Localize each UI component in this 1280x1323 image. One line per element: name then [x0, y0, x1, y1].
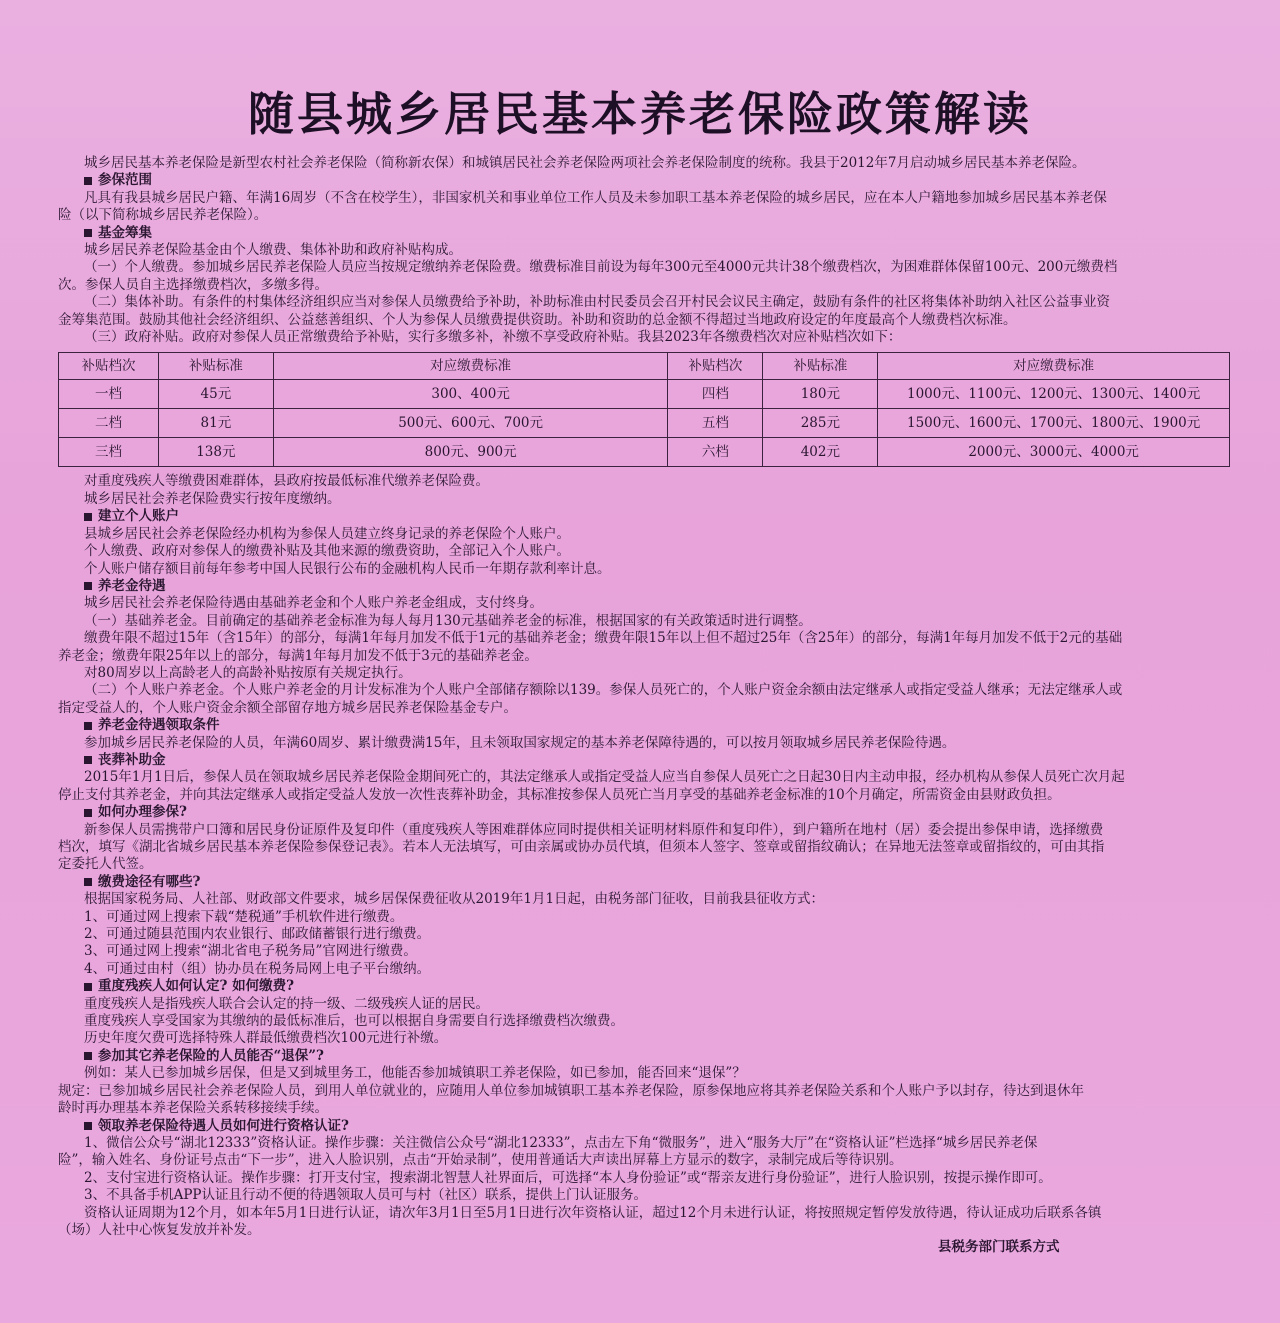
table-cell: 五档 — [668, 409, 763, 438]
section-heading: 参保范围 — [58, 172, 1233, 189]
text-line: 定委托人代签。 — [58, 856, 153, 873]
text-line: 对重度残疾人等缴费困难群体，县政府按最低标准代缴养老保险费。 — [84, 473, 489, 490]
text-line: 重度残疾人享受国家为其缴纳的最低标准后，也可以根据自身需要自行选择缴费档次缴费。 — [84, 1013, 624, 1030]
text-line: 县城乡居民社会养老保险经办机构为参保人员建立终身记录的养老保险个人账户。 — [84, 525, 570, 542]
text-line: 2、可通过随县范围内农业银行、邮政储蓄银行进行缴费。 — [84, 926, 431, 943]
text-line: 1、微信公众号“湖北12333”资格认证。操作步骤：关注微信公众号“湖北12333”，点击左下角“微服务”，进入“服务大厅”在“资格认证”栏选择“城乡居民养老保 — [84, 1134, 1038, 1151]
bullet-square-icon — [84, 756, 92, 764]
text-line: 2015年1月1日后，参保人员在领取城乡居民养老保险金期间死亡的，其法定继承人或指定受益人应当自参保人员死亡之日起30日内主动申报，经办机构从参保人员死亡次月起 — [84, 769, 1125, 786]
text-line: 4、可通过由村（组）协办员在税务局网上电子平台缴纳。 — [84, 960, 431, 977]
text-line: 个人账户储存额目前每年参考中国人民银行公布的金融机构人民币一年期存款利率计息。 — [84, 560, 611, 577]
table-cell: 81元 — [158, 409, 273, 438]
section-heading: 重度残疾人如何认定? 如何缴费? — [58, 978, 1233, 995]
footer-partial-heading: 县税务部门联系方式 — [938, 1239, 1060, 1256]
section-heading: 养老金待遇 — [58, 578, 1233, 595]
text-line: （一）基础养老金。目前确定的基础养老金标准为每人每月130元基础养老金的标准，根据国家的有关政策适时进行调整。 — [84, 612, 812, 629]
table-header-cell: 补贴标准 — [158, 353, 273, 380]
text-line: 例如：某人已参加城乡居保，但是又到城里务工，他能否参加城镇职工养老保险，如已参加，能否回来“退保”？ — [84, 1065, 746, 1082]
bullet-square-icon — [84, 513, 92, 521]
bullet-square-icon — [84, 809, 92, 817]
subsidy-table — [58, 352, 1230, 467]
table-header-cell: 对应缴费标准 — [273, 353, 668, 380]
text-line: 1、可通过网上搜索下载“楚税通”手机软件进行缴费。 — [84, 908, 404, 925]
text-line: 龄时再办理基本养老保险关系转移接续手续。 — [58, 1100, 328, 1117]
text-line: 险（以下简称城乡居民养老保险）。 — [58, 207, 268, 224]
text-line: 规定：已参加城乡居民社会养老保险人员，到用人单位就业的，应随用人单位参加城镇职工基本养老保险，原参保地应将其养老保险关系和个人账户予以封存，待达到退休年 — [58, 1082, 1084, 1099]
text-line: 重度残疾人是指残疾人联合会认定的持一级、二级残疾人证的居民。 — [84, 995, 489, 1012]
bullet-square-icon — [84, 582, 92, 590]
table-cell: 1500元、1600元、1700元、1800元、1900元 — [878, 409, 1230, 438]
text-line: 险”，输入姓名、身份证号点击“下一步”，进入人脸识别，点击“开始录制”，使用普通话大声读出屏幕上方显示的数字，录制完成后等待识别。 — [58, 1152, 903, 1169]
table-cell: 45元 — [158, 380, 273, 409]
table-cell: 500元、600元、700元 — [273, 409, 668, 438]
text-line: 新参保人员需携带户口簿和居民身份证原件及复印件（重度残疾人等困难群体应同时提供相关证明材料原件和复印件），到户籍所在地村（居）委会提出参保申请，选择缴费 — [84, 821, 1104, 838]
table-row — [59, 380, 1230, 409]
intro-paragraph: 城乡居民基本养老保险是新型农村社会养老保险（简称新农保）和城镇居民社会养老保险两项社会养老保险制度的统称。我县于2012年7月启动城乡居民基本养老保险。 — [84, 155, 1086, 171]
bullet-square-icon — [84, 878, 92, 886]
text-line: 参加城乡居民养老保险的人员，年满60周岁、累计缴费满15年，且未领取国家规定的基本养老保障待遇的，可以按月领取城乡居民养老保险待遇。 — [84, 734, 956, 751]
table-cell: 四档 — [668, 380, 763, 409]
text-line: 3、可通过网上搜索“湖北省电子税务局”官网进行缴费。 — [84, 943, 417, 960]
text-line: 历史年度欠费可选择特殊人群最低缴费档次100元进行补缴。 — [84, 1030, 448, 1047]
text-line: 养老金；缴费年限25年以上的部分，每满1年每月加发不低于3元的基础养老金。 — [58, 647, 538, 664]
bullet-square-icon — [84, 722, 92, 730]
text-line: （场）人社中心恢复发放并补发。 — [58, 1221, 261, 1238]
section-heading: 养老金待遇领取条件 — [58, 717, 1233, 734]
table-cell: 一档 — [59, 380, 159, 409]
table-cell: 三档 — [59, 438, 159, 467]
section-heading: 缴费途径有哪些? — [58, 874, 1233, 891]
text-line: 金筹集范围。鼓励其他社会经济组织、公益慈善组织、个人为参保人员缴费提供资助。补助和资助的总金额不得超过当地政府设定的年度最高个人缴费档次标准。 — [58, 311, 1017, 328]
table-header-cell: 补贴档次 — [668, 353, 763, 380]
table-row — [59, 438, 1230, 467]
page-title: 随县城乡居民基本养老保险政策解读 — [248, 87, 1032, 141]
text-line: （二）个人账户养老金。个人账户养老金的月计发标准为个人账户全部储存额除以139。参保人员死亡的，个人账户资金余额由法定继承人或指定受益人继承；无法定继承人或 — [84, 682, 1123, 699]
table-header-cell: 补贴档次 — [59, 353, 159, 380]
table-cell: 180元 — [763, 380, 878, 409]
section-heading: 领取养老保险待遇人员如何进行资格认证? — [58, 1118, 1233, 1135]
document-body — [58, 155, 1233, 1257]
text-line: 资格认证周期为12个月，如本年5月1日进行认证，请次年3月1日至5月1日进行次年资格认证，超过12个月未进行认证，将按照规定暂停发放待遇，待认证成功后联系各镇 — [84, 1204, 1102, 1221]
text-line: 指定受益人的，个人账户资金余额全部留存地方城乡居民养老保险基金专户。 — [58, 699, 517, 716]
table-cell: 402元 — [763, 438, 878, 467]
text-line: 档次，填写《湖北省城乡居民基本养老保险参保登记表》。若本人无法填写，可由亲属或协办员代填，但须本人签字、签章或留指纹确认；在异地无法签章或留指纹的，可由其指 — [58, 839, 1105, 855]
table-header-cell: 补贴标准 — [763, 353, 878, 380]
text-line: 次。参保人员自主选择缴费档次，多缴多得。 — [58, 276, 328, 293]
table-header-cell: 对应缴费标准 — [878, 353, 1230, 380]
text-line: 凡具有我县城乡居民户籍、年满16周岁（不含在校学生），非国家机关和事业单位工作人员及未参加职工基本养老保险的城乡居民，应在本人户籍地参加城乡居民基本养老保 — [84, 189, 1107, 206]
text-line: （二）集体补助。有条件的村集体经济组织应当对参保人员缴费给予补助，补助标准由村民委员会召开村民会议民主确定，鼓励有条件的社区将集体补助纳入社区公益事业资 — [84, 294, 1110, 311]
bullet-square-icon — [84, 1122, 92, 1130]
text-line: 缴费年限不超过15年（含15年）的部分，每满1年每月加发不低于1元的基础养老金；缴费年限15年以上但不超过25年（含25年）的部分，每满1年每月加发不低于2元的基础 — [84, 630, 1123, 647]
section-heading: 基金筹集 — [58, 225, 1233, 242]
text-line: 对80周岁以上高龄老人的高龄补贴按原有关规定执行。 — [84, 664, 412, 681]
table-cell: 285元 — [763, 409, 878, 438]
text-line: 3、不具备手机APP认证且行动不便的待遇领取人员可与村（社区）联系，提供上门认证服务。 — [84, 1187, 648, 1204]
text-line: 停止支付其养老金，并向其法定继承人或指定受益人发放一次性丧葬补助金，其标准按参保人员死亡当月享受的基础养老金标准的10个月确定，所需资金由县财政负担。 — [58, 786, 1061, 803]
table-cell: 1000元、1100元、1200元、1300元、1400元 — [878, 380, 1230, 409]
text-line: 城乡居民养老保险基金由个人缴费、集体补助和政府补贴构成。 — [84, 242, 462, 259]
text-line: （一）个人缴费。参加城乡居民养老保险人员应当按规定缴纳养老保险费。缴费标准目前设为每年300元至4000元共计38个缴费档次，为困难群体保留100元、200元缴费档 — [84, 259, 1118, 276]
section-heading: 如何办理参保? — [58, 804, 1233, 821]
text-line: 城乡居民社会养老保险费实行按年度缴纳。 — [84, 490, 341, 507]
section-heading: 参加其它养老保险的人员能否“退保”? — [58, 1048, 1233, 1065]
table-row — [59, 409, 1230, 438]
table-cell: 300、400元 — [273, 380, 668, 409]
table-cell: 二档 — [59, 409, 159, 438]
text-line: （三）政府补贴。政府对参保人员正常缴费给予补贴，实行多缴多补，补缴不享受政府补贴。我县2023年各缴费档次对应补贴档次如下： — [84, 329, 902, 346]
text-line: 个人缴费、政府对参保人的缴费补贴及其他来源的缴费资助，全部记入个人账户。 — [84, 543, 570, 560]
bullet-square-icon — [84, 229, 92, 237]
table-cell: 800元、900元 — [273, 438, 668, 467]
section-heading: 建立个人账户 — [58, 508, 1233, 525]
section-heading: 丧葬补助金 — [58, 752, 1233, 769]
table-header-row — [59, 353, 1230, 380]
text-line: 2、支付宝进行资格认证。操作步骤：打开支付宝，搜索湖北智慧人社界面后，可选择“本人身份验证”或“帮亲友进行身份验证”，进行人脸识别，按提示操作即可。 — [84, 1169, 1052, 1186]
table-cell: 138元 — [158, 438, 273, 467]
table-cell: 六档 — [668, 438, 763, 467]
bullet-square-icon — [84, 177, 92, 185]
bullet-square-icon — [84, 1052, 92, 1060]
table-cell: 2000元、3000元、4000元 — [878, 438, 1230, 467]
bullet-square-icon — [84, 983, 92, 991]
text-line: 根据国家税务局、人社部、财政部文件要求，城乡居保保费征收从2019年1月1日起，由税务部门征收，目前我县征收方式： — [84, 891, 825, 908]
text-line: 城乡居民社会养老保险待遇由基础养老金和个人账户养老金组成，支付终身。 — [84, 595, 543, 612]
